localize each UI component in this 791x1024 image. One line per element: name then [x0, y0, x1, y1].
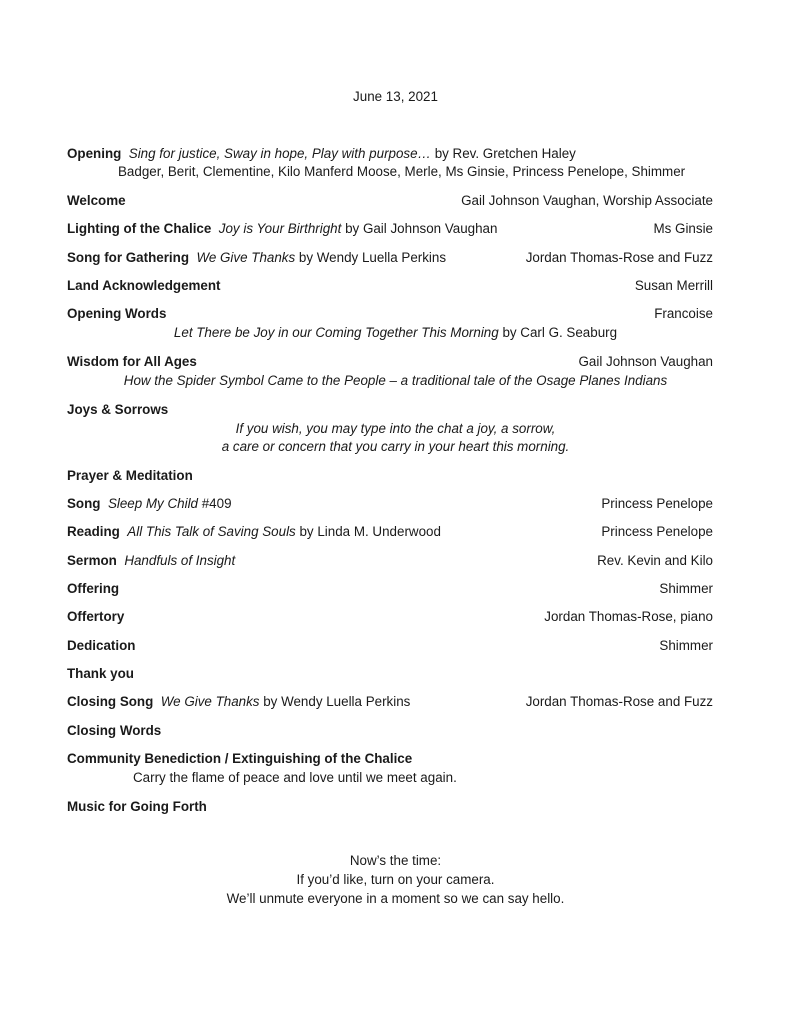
- opening-words-title: Let There be Joy in our Coming Together This Morning: [173, 325, 499, 340]
- dedication-label: Dedication: [67, 638, 136, 653]
- joys-line-1: If you wish, you may type into the chat a joy, a sorrow,: [235, 421, 556, 436]
- opening-title: Sing for justice, Sway in hope, Play with purpose…: [128, 146, 431, 161]
- footer-line-3: We’ll unmute everyone in a moment so we can say hello.: [226, 891, 565, 906]
- closing-song-author: by Wendy Luella Perkins: [263, 694, 411, 709]
- opening-words-author: by Carl G. Seaburg: [502, 325, 618, 340]
- closing-song-title: We Give Thanks: [160, 694, 260, 709]
- reading-leader: Princess Penelope: [601, 524, 713, 539]
- wisdom-leader: Gail Johnson Vaughan: [578, 354, 713, 369]
- reading-label: Reading: [67, 524, 120, 539]
- sermon-title: Handfuls of Insight: [124, 553, 236, 568]
- footer-line-1: Now’s the time:: [349, 853, 442, 868]
- chalice-leader: Ms Ginsie: [653, 221, 713, 236]
- song-leader: Princess Penelope: [601, 496, 713, 511]
- sermon-leader: Rev. Kevin and Kilo: [597, 553, 713, 568]
- going-forth-label: Music for Going Forth: [67, 799, 207, 814]
- opening-participants: Badger, Berit, Clementine, Kilo Manferd Moose, Merle, Ms Ginsie, Princess Penelope, Shimmer: [118, 164, 686, 179]
- closing-song-leader: Jordan Thomas-Rose and Fuzz: [525, 694, 713, 709]
- song-row: [67, 496, 232, 512]
- closing-words-label: Closing Words: [67, 723, 162, 738]
- gathering-row: [67, 250, 446, 266]
- song-label: Song: [67, 496, 101, 511]
- footer-line-2: If you’d like, turn on your camera.: [296, 872, 495, 887]
- offering-label: Offering: [67, 581, 120, 596]
- reading-author: by Linda M. Underwood: [299, 524, 441, 539]
- service-date: June 13, 2021: [353, 89, 438, 104]
- welcome-leader: Gail Johnson Vaughan, Worship Associate: [461, 193, 713, 208]
- thank-you-label: Thank you: [67, 666, 134, 681]
- opening-words-leader: Francoise: [654, 306, 713, 321]
- offertory-leader: Jordan Thomas-Rose, piano: [544, 609, 713, 624]
- sermon-row: [67, 553, 235, 569]
- gathering-label: Song for Gathering: [67, 250, 189, 265]
- wisdom-label: Wisdom for All Ages: [67, 354, 197, 369]
- song-title: Sleep My Child: [107, 496, 198, 511]
- welcome-label: Welcome: [67, 193, 126, 208]
- benediction-text: Carry the flame of peace and love until we meet again.: [133, 770, 457, 785]
- wisdom-story: How the Spider Symbol Came to the People – a traditional tale of the Osage Planes Indians: [123, 373, 668, 388]
- gathering-author: by Wendy Luella Perkins: [298, 250, 447, 265]
- benediction-label: Community Benediction / Extinguishing of the Chalice: [67, 751, 413, 766]
- opening-author: by Rev. Gretchen Haley: [434, 146, 576, 161]
- dedication-leader: Shimmer: [659, 638, 713, 653]
- chalice-row: [67, 221, 497, 237]
- opening-row: [67, 146, 576, 162]
- song-number: #409: [201, 496, 232, 511]
- offertory-label: Offertory: [67, 609, 125, 624]
- opening-words-reading: [0, 325, 791, 341]
- joys-line-2: a care or concern that you carry in your heart this morning.: [221, 439, 570, 454]
- chalice-author: by Gail Johnson Vaughan: [345, 221, 498, 236]
- joys-label: Joys & Sorrows: [67, 402, 169, 417]
- prayer-label: Prayer & Meditation: [67, 468, 193, 483]
- opening-words-label: Opening Words: [67, 306, 167, 321]
- offering-leader: Shimmer: [659, 581, 713, 596]
- chalice-label: Lighting of the Chalice: [67, 221, 212, 236]
- closing-song-label: Closing Song: [67, 694, 154, 709]
- land-leader: Susan Merrill: [634, 278, 713, 293]
- sermon-label: Sermon: [67, 553, 117, 568]
- land-label: Land Acknowledgement: [67, 278, 221, 293]
- reading-title: All This Talk of Saving Souls: [127, 524, 296, 539]
- gathering-leader: Jordan Thomas-Rose and Fuzz: [525, 250, 713, 265]
- opening-label: Opening: [67, 146, 122, 161]
- reading-row: [67, 524, 441, 540]
- closing-song-row: [67, 694, 410, 710]
- chalice-title: Joy is Your Birthright: [218, 221, 342, 236]
- gathering-title: We Give Thanks: [196, 250, 296, 265]
